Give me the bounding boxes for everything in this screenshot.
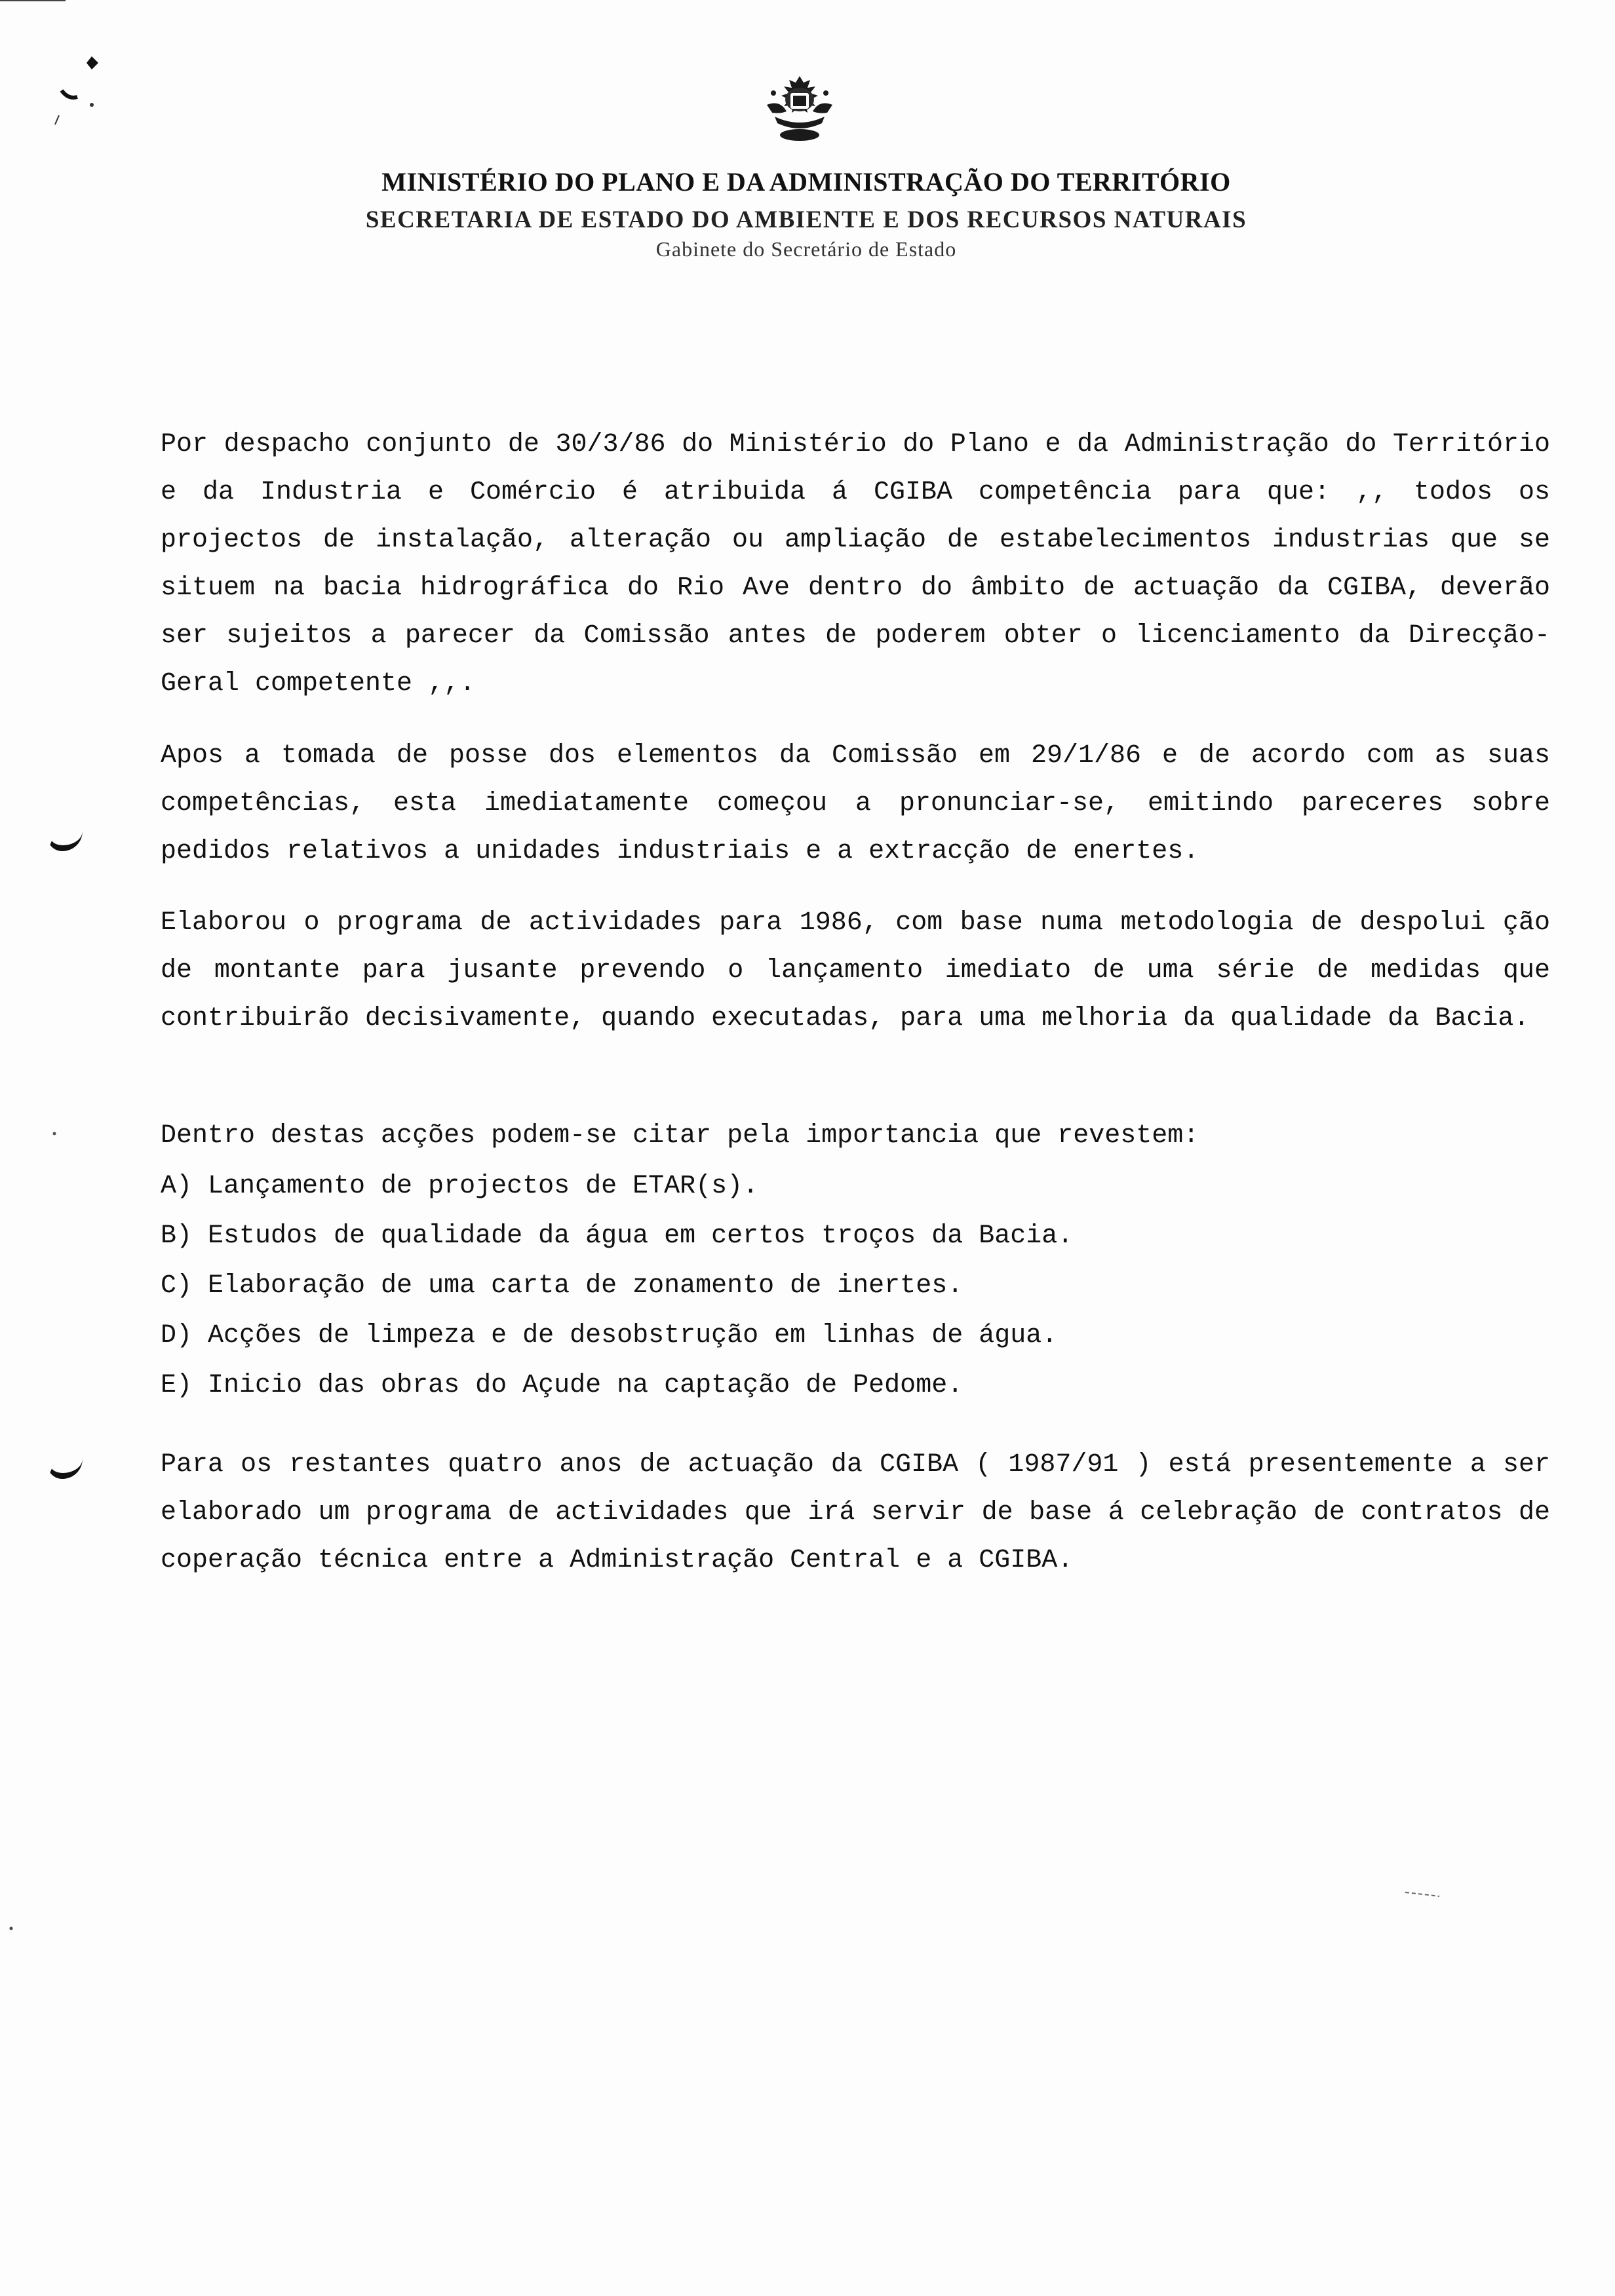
scan-edge-line	[0, 0, 66, 1]
list-item: D) Acções de limpeza e de desobstrução em linhas de água.	[161, 1321, 1058, 1350]
list-item: A) Lançamento de projectos de ETAR(s).	[161, 1172, 759, 1201]
secretaria-heading: SECRETARIA DE ESTADO DO AMBIENTE E DOS RECURSOS NATURAIS	[365, 206, 1247, 233]
binder-mark-upper	[47, 831, 83, 851]
list-item: E) Inicio das obras do Açude na captação de Pedome.	[161, 1371, 963, 1400]
list-item: C) Elaboração de uma carta de zonamento de inertes.	[161, 1271, 963, 1301]
paragraph-accoes-intro: Dentro destas acções podem-se citar pela importancia que revestem:	[161, 1121, 1199, 1151]
scan-speck-mark	[8, 1925, 14, 1932]
ministry-heading: MINISTÉRIO DO PLANO E DA ADMINISTRAÇÃO DO TERRITÓRIO	[381, 167, 1231, 197]
paragraph-posse: Apos a tomada de posse dos elementos da Comissão em 29/1/86 e de acordo com as suas competências, esta imediatamente começou a pronunciar-se, emitindo pareceres sobre pedidos relativos a unidades industriais e a extracção de enertes.	[161, 741, 1550, 866]
actions-list	[161, 1162, 1550, 1411]
coat-of-arms-icon	[760, 73, 839, 145]
scan-speck-mark	[1403, 1887, 1442, 1900]
binder-mark-lower	[47, 1459, 83, 1479]
scan-speck-mark	[51, 1130, 58, 1137]
paragraph-despacho: Por despacho conjunto de 30/3/86 do Ministério do Plano e da Administração do Território e da Industria e Comércio é atribuida á CGIBA competência para que: ,, todos os projectos de instalação, alteração ou ampliação de estabelecimentos industrias que se situem na bacia hidrográfica do Rio Ave dentro do âmbito de actuação da CGIBA, deverão ser sujeitos a parecer da Comissão antes de poderem obter o licenciamento da Direcção-Geral competente ,,.	[161, 430, 1550, 698]
gabinete-subheading: Gabinete do Secretário de Estado	[655, 237, 957, 261]
scan-speck-mark	[52, 52, 111, 131]
paragraph-programa: Elaborou o programa de actividades para 1986, com base numa metodologia de despolui ção de montante para jusante prevendo o lançamento imediato de uma série de medidas que contribuirão decisivamente, quando executadas, para uma melhoria da qualidade da Bacia.	[161, 908, 1550, 1033]
list-item: B) Estudos de qualidade da água em certos troços da Bacia.	[161, 1221, 1074, 1251]
paragraph-restantes-anos: Para os restantes quatro anos de actuação da CGIBA ( 1987/91 ) está presentemente a ser elaborado um programa de actividades que irá servir de base á celebração de contratos de coperação técnica entre a Administração Central e a CGIBA.	[161, 1450, 1550, 1575]
